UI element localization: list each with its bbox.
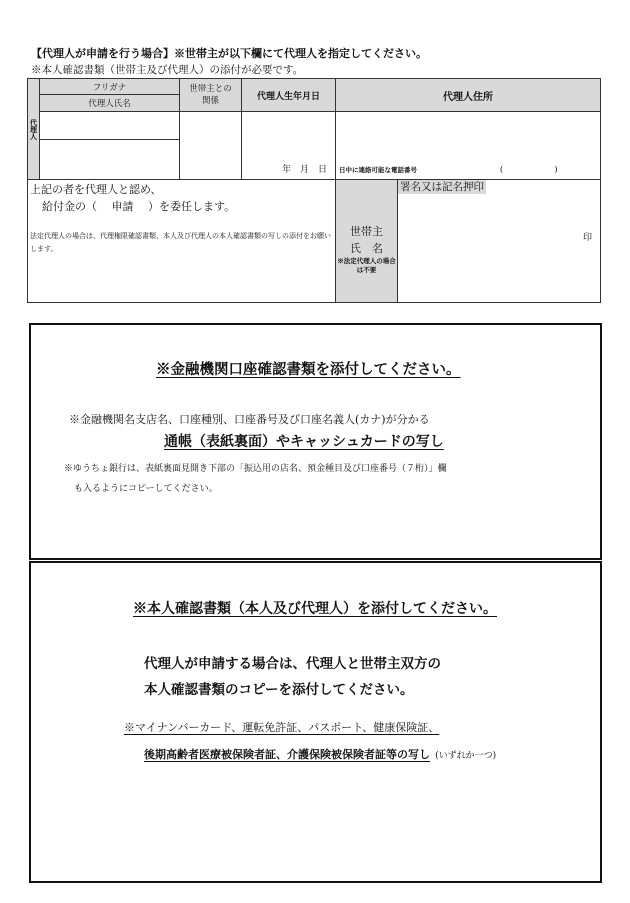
seal-mark: 印 bbox=[582, 233, 592, 243]
id-box-list-2-suffix: (いずれか一つ) bbox=[435, 751, 497, 761]
id-document-box bbox=[29, 561, 602, 883]
householder-label-cell bbox=[336, 180, 398, 303]
bank-box-note-2: も入るようにコピーしてください。 bbox=[74, 484, 218, 494]
relation-field[interactable] bbox=[180, 112, 242, 180]
id-box-list-2-row bbox=[144, 743, 496, 762]
phone-label: 日中に連絡可能な電話番号 bbox=[339, 166, 417, 174]
delegate-line-2: 給付金の（ 申請 ）を委任します。 bbox=[42, 200, 236, 213]
id-box-list-1: ※マイナンバーカード、運転免許証、パスポート、健康保険証、 bbox=[124, 721, 440, 734]
bank-box-line-2: 通帳（表紙裏面）やキャッシュカードの写し bbox=[164, 434, 444, 450]
address-label: 代理人住所 bbox=[336, 79, 601, 112]
agent-name-field[interactable] bbox=[40, 140, 180, 180]
id-box-list-2: 後期高齢者医療被保険者証、介護保険被保険者証等の写し bbox=[144, 748, 430, 761]
householder-note: ※法定代理人の場合は不要 bbox=[337, 257, 396, 274]
bank-box-note-1: ※ゆうちょ銀行は、表紙裏面見開き下部の「振込用の店名、預金種目及び口座番号（７桁）」欄 bbox=[64, 464, 447, 474]
date-placeholder: 年 月 日 bbox=[281, 165, 327, 175]
signature-label: 署名又は記名押印 bbox=[400, 181, 484, 193]
bank-box-line-1: ※金融機関名支店名、口座種別、口座番号及び口座名義人(カナ)が分かる bbox=[69, 413, 430, 426]
header-line-1: 【代理人が申請を行う場合】※世帯主が以下欄にて代理人を指定してください。 bbox=[31, 47, 427, 60]
householder-line-1: 世帯主 bbox=[350, 225, 383, 238]
id-box-line-1: 代理人が申請する場合は、代理人と世帯主双方の bbox=[144, 656, 441, 672]
birthdate-label: 代理人生年月日 bbox=[242, 79, 336, 112]
agent-side-label: 代理人 bbox=[28, 79, 40, 180]
agent-name-label: 代理人氏名 bbox=[40, 95, 180, 112]
id-box-title: ※本人確認書類（本人及び代理人）を添付してください。 bbox=[133, 601, 497, 617]
phone-paren: ( ) bbox=[499, 165, 558, 175]
header-line-2: ※本人確認書類（世帯主及び代理人）の添付が必要です。 bbox=[31, 64, 304, 76]
bank-box-title: ※金融機関口座確認書類を添付してください。 bbox=[156, 361, 461, 378]
relation-label: 世帯主との関係 bbox=[180, 79, 242, 112]
furigana-field[interactable] bbox=[40, 112, 180, 140]
agent-table bbox=[27, 78, 601, 303]
birthdate-field[interactable] bbox=[242, 112, 336, 180]
legal-note: 法定代理人の場合は、代理権限確認書類、本人及び代理人の本人確認書類の写しの添付をお願いします。 bbox=[30, 232, 331, 253]
delegate-line-1: 上記の者を代理人と認め、 bbox=[30, 183, 162, 196]
address-field[interactable] bbox=[336, 112, 601, 180]
householder-line-2: 氏 名 bbox=[350, 242, 383, 255]
furigana-label: フリガナ bbox=[40, 79, 180, 95]
bank-document-box bbox=[29, 323, 602, 560]
delegation-cell bbox=[28, 180, 336, 303]
signature-field[interactable] bbox=[398, 180, 601, 303]
id-box-line-2: 本人確認書類のコピーを添付してください。 bbox=[144, 682, 414, 698]
